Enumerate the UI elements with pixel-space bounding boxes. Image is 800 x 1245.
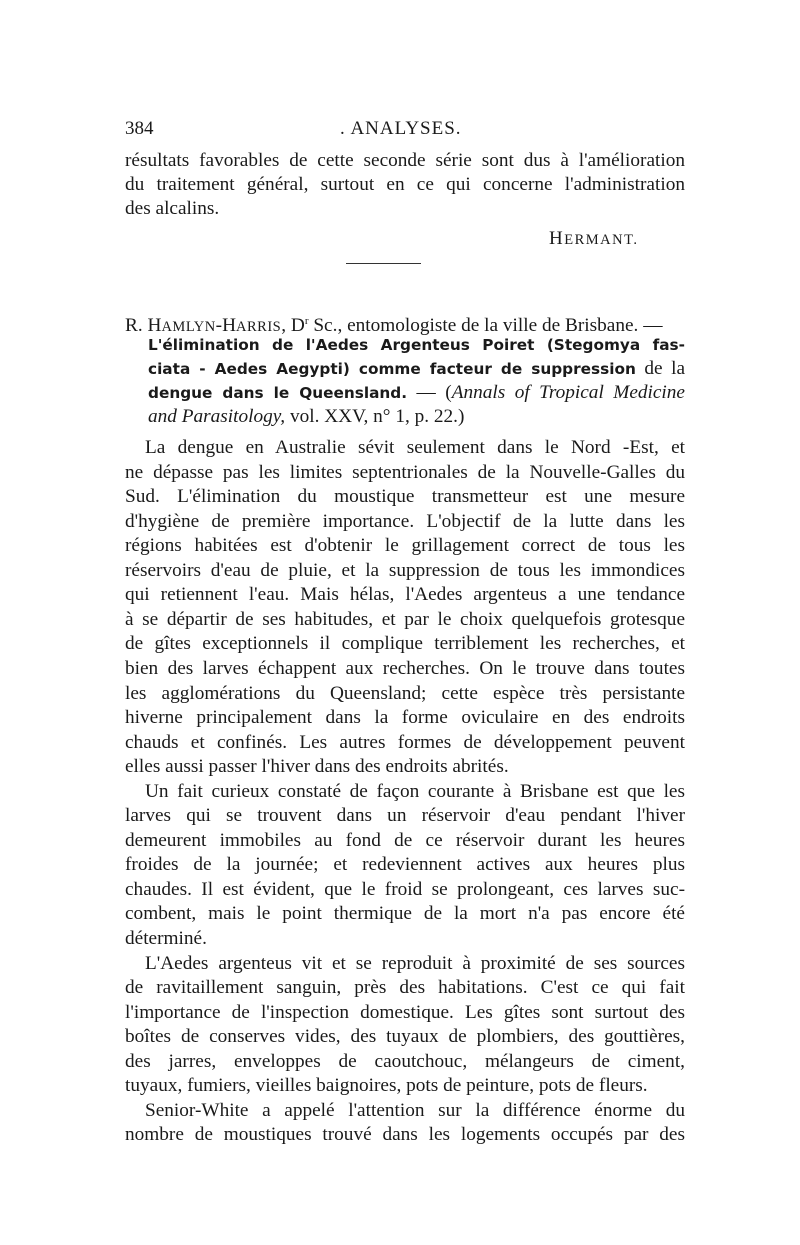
body-line: des jarres, enveloppes de caoutchouc, mélangeurs de ciment, xyxy=(125,1050,685,1072)
body-line: boîtes de conserves vides, des tuyaux de plombiers, des gouttières, xyxy=(125,1026,685,1048)
body-line: réservoirs d'eau de pluie, et la suppression de tous les immondices xyxy=(125,559,685,581)
body-line: bien des larves échappent aux recherches. On le trouve dans toutes xyxy=(125,657,685,679)
degree-sup: r xyxy=(304,315,309,327)
degree: D xyxy=(290,315,305,336)
body-line: chauds et confinés. Les autres formes de développement peuvent xyxy=(125,731,685,753)
body-line: nombre de moustiques trouvé dans les logements occupés par des xyxy=(125,1124,685,1146)
signature-rest: ERMANT. xyxy=(564,232,639,248)
section-divider xyxy=(346,263,421,264)
body-line: qui retiennent l'eau. Mais hélas, l'Aedes argenteus a une tendance xyxy=(125,584,685,606)
title-text-normal: de la xyxy=(635,358,685,379)
body-line: froides de la journée; et redeviennent actives aux heures plus xyxy=(125,854,685,876)
body-line: combent, mais le point thermique de la mort n'a pas encore été xyxy=(125,903,685,925)
title-text: dengue dans le Queensland. xyxy=(148,384,408,402)
author-dash: -H xyxy=(215,315,237,336)
reference-journal-line xyxy=(148,405,685,429)
author-smallcaps: ARRIS xyxy=(236,319,282,335)
body-line: larves qui se trouvent dans un réservoir d'eau pendant l'hiver xyxy=(125,805,685,827)
body-line: de gîtes exceptionnels il complique terriblement les recherches, et xyxy=(125,633,685,655)
body-line: à se départir de ses habitudes, et par le choix quelquefois grotesque xyxy=(125,608,685,630)
page-header xyxy=(125,118,685,142)
intro-line: des alcalins. xyxy=(125,198,220,219)
body-line: ne dépasse pas les limites septentrionales de la Nouvelle-Galles du xyxy=(125,461,685,483)
signature-initial: H xyxy=(549,228,565,249)
body-line: déterminé. xyxy=(125,928,207,949)
body-line: les agglomérations du Queensland; cette espèce très persistante xyxy=(125,682,685,704)
running-head: . ANALYSES. xyxy=(340,118,462,139)
body-line: Senior-White a appelé l'attention sur la différence énorme du xyxy=(145,1099,685,1121)
body-line: demeurent immobiles au fond de ce réservoir durant les heures xyxy=(125,829,685,851)
title-dash: — ( xyxy=(407,382,452,403)
body-line: L'Aedes argenteus vit et se reproduit à proximité de ses sources xyxy=(145,952,685,974)
volume-info: vol. XXV, n° 1, p. 22.) xyxy=(285,406,465,427)
body-line: chaudes. Il est évident, que le froid se prolongeant, ces larves suc- xyxy=(125,878,685,900)
body-line: Un fait curieux constaté de façon courante à Brisbane est que les xyxy=(145,780,685,802)
title-text: L'élimination de l'Aedes Argenteus Poiret (Stegomya fas- xyxy=(148,336,685,354)
author-comma: , xyxy=(281,315,287,336)
author-smallcaps: AMLYN xyxy=(161,319,216,335)
reference-title-line xyxy=(148,357,685,381)
signature xyxy=(549,228,639,250)
title-text: ciata - Aedes Aegypti) comme facteur de suppression xyxy=(148,360,636,378)
intro-line: résultats favorables de cette seconde série sont dus à l'amélioration xyxy=(125,150,685,171)
body-line: l'importance de l'inspection domestique. Les gîtes sont surtout des xyxy=(125,1001,685,1023)
reference-initial: R. xyxy=(125,315,143,336)
reference-title-line xyxy=(148,333,685,357)
body-line: régions habitées est d'obtenir le grillagement correct de tous les xyxy=(125,535,685,557)
author-cap: H xyxy=(147,315,162,336)
reference-title-line xyxy=(148,381,685,405)
reference-line1-rest: Sc., entomologiste de la ville de Brisbane. — xyxy=(308,315,663,336)
intro-line: du traitement général, surtout en ce qui concerne l'administration xyxy=(125,174,685,195)
body-line: de ravitaillement sanguin, près des habitations. C'est ce qui fait xyxy=(125,977,685,999)
journal-name: and Parasitology, xyxy=(148,406,286,427)
body-line: elles aussi passer l'hiver dans des endroits abrités. xyxy=(125,756,509,778)
page-number: 384 xyxy=(125,118,154,139)
body-line: d'hygiène de première importance. L'objectif de la lutte dans les xyxy=(125,510,685,532)
body-line: tuyaux, fumiers, vieilles baignoires, pots de peinture, pots de fleurs. xyxy=(125,1075,648,1097)
body-line: hiverne principalement dans la forme oviculaire en des endroits xyxy=(125,707,685,729)
body-line: La dengue en Australie sévit seulement dans le Nord -Est, et xyxy=(145,437,685,458)
body-line: Sud. L'élimination du moustique transmetteur est une mesure xyxy=(125,486,685,508)
journal-name: Annals of Tropical Medicine xyxy=(451,382,685,403)
